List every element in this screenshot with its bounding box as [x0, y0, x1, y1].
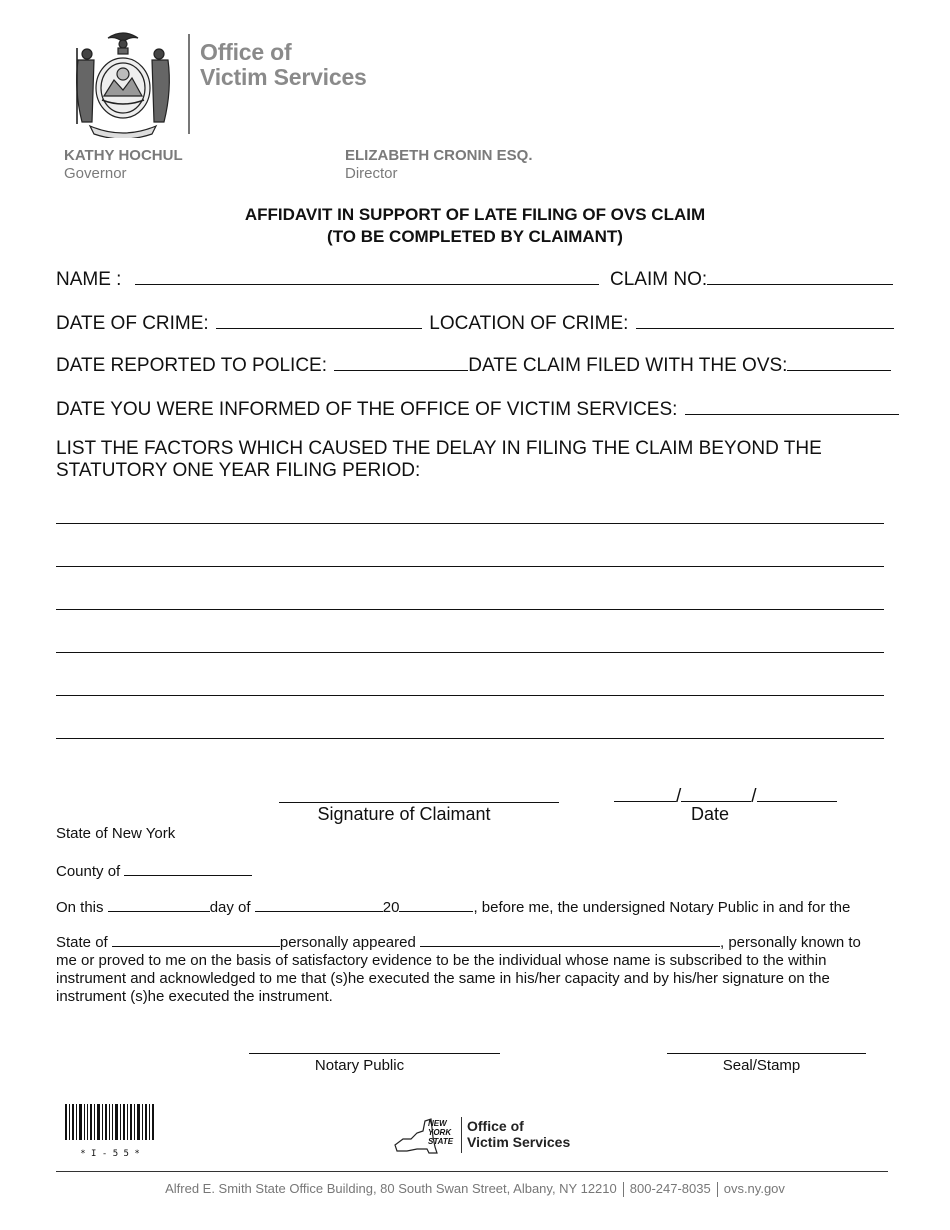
factors-line1: LIST THE FACTORS WHICH CAUSED THE DELAY IN FILING THE CLAIM BEYOND THE: [56, 438, 822, 459]
factors-line[interactable]: [56, 738, 884, 739]
state-field[interactable]: [112, 932, 280, 947]
name-row: [56, 266, 893, 291]
date-filed-label: DATE CLAIM FILED WITH THE OVS:: [468, 355, 788, 376]
date-separator: /: [676, 786, 682, 807]
footer-phone: 800-247-8035: [629, 1181, 711, 1196]
on-this-row: [56, 897, 850, 916]
barcode: [65, 1104, 155, 1152]
date-of-crime-field[interactable]: [216, 310, 422, 329]
date-month-field[interactable]: [614, 783, 676, 802]
governor-block: [64, 147, 183, 182]
governor-title: Governor: [64, 165, 127, 182]
factors-line[interactable]: [56, 652, 884, 653]
location-of-crime-label: LOCATION OF CRIME:: [429, 313, 629, 334]
seal-stamp-line[interactable]: [667, 1053, 866, 1054]
notary-signature-line[interactable]: [249, 1053, 500, 1054]
name-field[interactable]: [135, 266, 599, 285]
date-year-field[interactable]: [757, 783, 837, 802]
agency-line1: Office of: [200, 39, 292, 65]
state-word-new: NEW: [428, 1119, 447, 1128]
factors-line[interactable]: [56, 695, 884, 696]
footer-website[interactable]: ovs.ny.gov: [723, 1181, 785, 1196]
date-day-field[interactable]: [681, 783, 751, 802]
footer-divider: [56, 1171, 888, 1172]
state-of-label: State of: [56, 934, 108, 951]
personally-known-text: , personally known to: [719, 934, 861, 951]
date-informed-field[interactable]: [685, 396, 899, 415]
footer-logo-divider: [461, 1117, 462, 1153]
factors-line[interactable]: [56, 523, 884, 524]
day-of-label: day of: [209, 899, 251, 916]
county-label: County of: [56, 863, 121, 880]
barcode-text: * I - 5 5 *: [80, 1149, 140, 1159]
date-reported-field[interactable]: [334, 352, 468, 371]
appeared-name-field[interactable]: [420, 932, 720, 947]
month-field[interactable]: [255, 897, 383, 912]
claimant-signature-label: Signature of Claimant: [317, 804, 491, 824]
governor-name: KATHY HOCHUL: [64, 147, 183, 164]
new-york-state-seal: [68, 30, 178, 138]
agency-line2: Victim Services: [200, 64, 367, 90]
claimant-signature-line[interactable]: [279, 802, 559, 803]
informed-row: [56, 396, 899, 421]
document-title: [0, 204, 950, 248]
before-me-text: , before me, the undersigned Notary Public in and for the: [473, 899, 851, 916]
factors-line2: STATUTORY ONE YEAR FILING PERIOD:: [56, 460, 421, 481]
day-field[interactable]: [108, 897, 210, 912]
date-of-crime-label: DATE OF CRIME:: [56, 313, 209, 334]
notary-paragraph-body: me or proved to me on the basis of satisfactory evidence to be the individual whose name is subscribed to the within instrument and acknowledged to me that (s)he executed the same in his/her capacity and by his/her signature on the instrument (s)he executed the instrument.: [56, 952, 830, 1005]
factors-line[interactable]: [56, 566, 884, 567]
title-line1: AFFIDAVIT IN SUPPORT OF LATE FILING OF OVS CLAIM: [244, 205, 706, 224]
state-word-york: YORK: [428, 1128, 452, 1137]
notary-public-label: Notary Public: [314, 1057, 405, 1074]
footer-state-wordmark: [428, 1119, 453, 1146]
date-informed-label: DATE YOU WERE INFORMED OF THE OFFICE OF VICTIM SERVICES:: [56, 399, 678, 420]
date-reported-label: DATE REPORTED TO POLICE:: [56, 355, 327, 376]
reported-row: [56, 352, 891, 377]
notary-paragraph: [56, 932, 891, 1006]
date-label: Date: [690, 804, 730, 824]
claim-no-label: CLAIM NO:: [610, 269, 708, 290]
footer-agency-logo-text: [467, 1118, 570, 1150]
year-prefix: 20: [382, 899, 400, 916]
footer-agency-line2: Victim Services: [467, 1134, 571, 1150]
director-title: Director: [345, 165, 398, 182]
title-line2: (TO BE COMPLETED BY CLAIMANT): [327, 227, 623, 246]
county-field[interactable]: [124, 861, 252, 876]
year-field[interactable]: [399, 897, 473, 912]
claim-no-field[interactable]: [707, 266, 893, 285]
factors-line[interactable]: [56, 609, 884, 610]
personally-appeared-label: personally appeared: [279, 934, 416, 951]
footer-address: Alfred E. Smith State Office Building, 80 South Swan Street, Albany, NY 12210: [165, 1181, 617, 1196]
county-row: [56, 861, 252, 880]
seal-stamp-label: Seal/Stamp: [722, 1057, 801, 1074]
agency-logo-text: [200, 40, 367, 90]
name-label: NAME :: [56, 269, 122, 290]
footer-contact: [0, 1181, 950, 1197]
state-word-state: STATE: [428, 1137, 454, 1146]
date-field-group: [614, 783, 844, 805]
state-line: State of New York: [56, 825, 176, 842]
date-separator: /: [751, 786, 757, 807]
factors-prompt: [56, 438, 822, 482]
location-of-crime-field[interactable]: [636, 310, 894, 329]
on-this-label: On this: [56, 899, 104, 916]
director-block: [345, 147, 533, 182]
header-divider: [188, 34, 190, 134]
date-filed-field[interactable]: [787, 352, 891, 371]
crime-row: [56, 310, 894, 335]
footer-agency-line1: Office of: [467, 1118, 524, 1134]
director-name: ELIZABETH CRONIN ESQ.: [345, 147, 533, 164]
